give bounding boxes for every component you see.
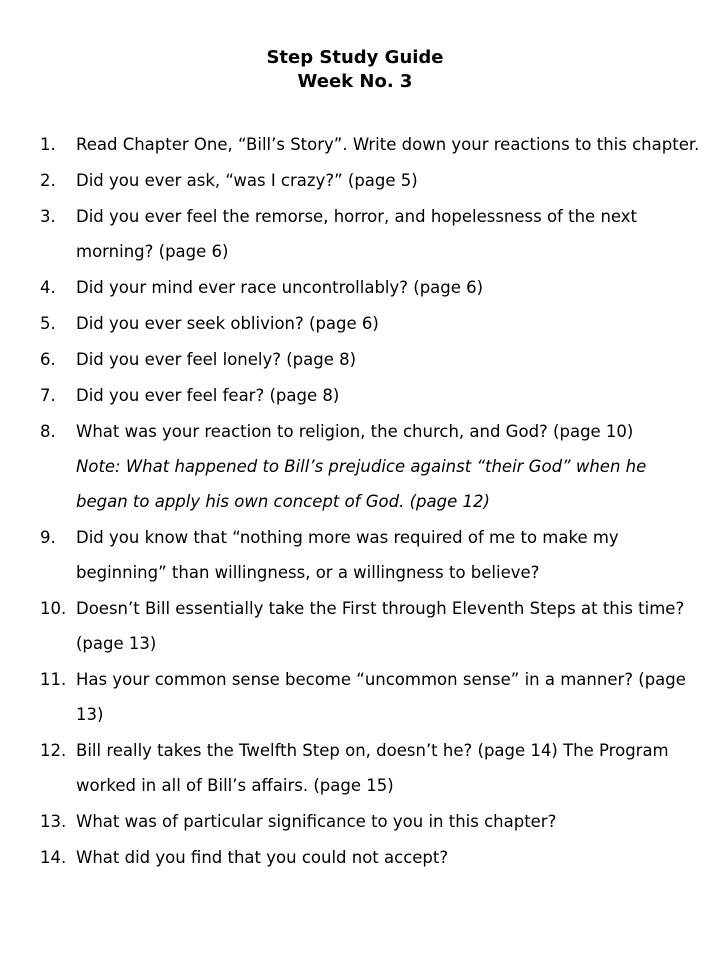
item-text: Doesn’t Bill essentially take the First through Eleventh Steps at this time? (page 13) <box>76 599 685 653</box>
item-text: Did you ever feel fear? (page 8) <box>76 386 340 405</box>
list-item <box>40 342 700 377</box>
list-item <box>40 804 700 839</box>
item-text: Did you ever seek oblivion? (page 6) <box>76 314 379 333</box>
item-number: 1. <box>40 135 56 154</box>
page-subtitle: Week No. 3 <box>297 71 413 92</box>
list-item <box>40 414 700 519</box>
item-text: What was of particular significance to you in this chapter? <box>76 812 557 831</box>
item-text: What did you find that you could not accept? <box>76 848 449 867</box>
list-item <box>40 163 700 198</box>
item-text: Read Chapter One, “Bill’s Story”. Write down your reactions to this chapter. <box>76 135 700 154</box>
question-list <box>40 127 700 876</box>
item-number: 6. <box>40 350 56 369</box>
item-text: Did you ever feel the remorse, horror, and hopelessness of the next morning? (page 6) <box>76 207 637 261</box>
list-item <box>40 306 700 341</box>
list-item <box>40 662 700 732</box>
item-text: What was your reaction to religion, the church, and God? (page 10) <box>76 422 634 441</box>
item-number: 5. <box>40 314 56 333</box>
item-number: 11. <box>40 670 67 689</box>
item-text: Did you ever ask, “was I crazy?” (page 5) <box>76 171 418 190</box>
title-block <box>0 46 710 94</box>
item-number: 8. <box>40 422 56 441</box>
item-note: Note: What happened to Bill’s prejudice against “their God” when he began to apply his own concept of God. (page 12) <box>76 457 647 511</box>
list-item <box>40 378 700 413</box>
item-number: 3. <box>40 207 56 226</box>
item-number: 9. <box>40 528 56 547</box>
list-item <box>40 199 700 269</box>
item-number: 7. <box>40 386 56 405</box>
list-item <box>40 840 700 875</box>
page-title: Step Study Guide <box>266 47 444 68</box>
list-item <box>40 520 700 590</box>
item-text: Did you ever feel lonely? (page 8) <box>76 350 357 369</box>
list-item <box>40 733 700 803</box>
list-item <box>40 270 700 305</box>
item-text: Bill really takes the Twelfth Step on, doesn’t he? (page 14) The Program worked in all of Bill’s affairs. (page 15) <box>76 741 669 795</box>
item-text: Has your common sense become “uncommon sense” in a manner? (page 13) <box>76 670 686 724</box>
item-number: 10. <box>40 599 67 618</box>
list-item <box>40 127 700 162</box>
item-number: 2. <box>40 171 56 190</box>
item-number: 14. <box>40 848 67 867</box>
item-number: 12. <box>40 741 67 760</box>
item-number: 4. <box>40 278 56 297</box>
list-item <box>40 591 700 661</box>
item-text: Did you know that “nothing more was required of me to make my beginning” than willingness, or a willingness to believe? <box>76 528 619 582</box>
item-number: 13. <box>40 812 67 831</box>
item-text: Did your mind ever race uncontrollably? (page 6) <box>76 278 484 297</box>
